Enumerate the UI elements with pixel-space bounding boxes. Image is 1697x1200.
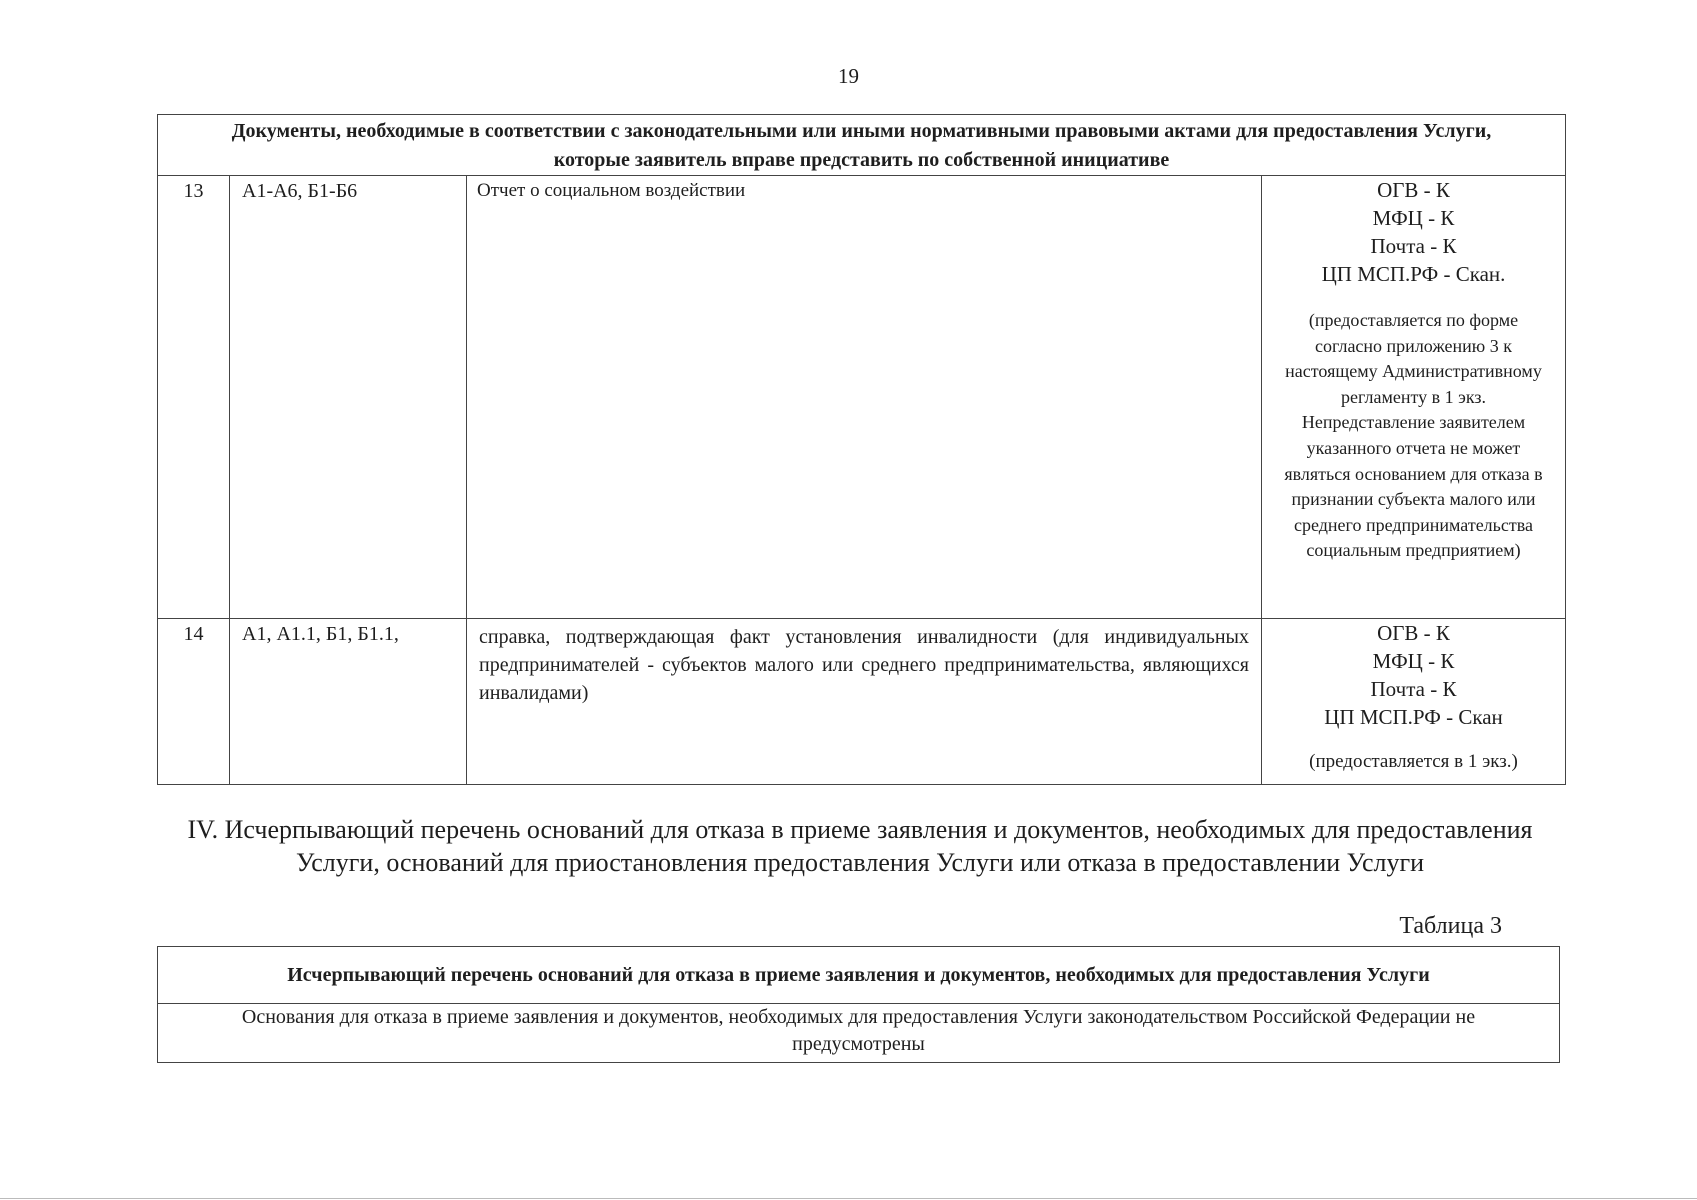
delivery-method: МФЦ - К: [1372, 649, 1455, 673]
table-row: [158, 1004, 1560, 1063]
delivery-methods: [1262, 176, 1566, 619]
delivery-method: ОГВ - К: [1377, 178, 1450, 202]
section-heading: IV. Исчерпывающий перечень оснований для отказа в приеме заявления и документов, необходимых для предоставления Услуги, оснований для приостановления предоставления Услуги или отказа в предоставлении Услуги: [187, 815, 1533, 877]
refusal-grounds-table: [157, 946, 1560, 1063]
documents-table-header: Документы, необходимые в соответствии с законодательными или иными нормативными правовыми актами для предоставления Услуги, которые заявитель вправе представить по собственной инициативе: [158, 115, 1566, 176]
delivery-note: (предоставляется по форме согласно приложению 3 к настоящему Административному регламенту в 1 экз. Непредставление заявителем указанного отчета не может являться основанием для отказа в признании субъекта малого или среднего предпринимательства социальным предприятием): [1284, 310, 1543, 561]
delivery-note: (предоставляется в 1 экз.): [1309, 751, 1518, 772]
table-row: [158, 619, 1566, 785]
delivery-method: Почта - К: [1370, 234, 1457, 258]
table-header-row: [158, 947, 1560, 1004]
delivery-method: ЦП МСП.РФ - Скан.: [1321, 262, 1506, 286]
table-row: [158, 176, 1566, 619]
document-name: Отчет о социальном воздействии: [467, 176, 1262, 619]
delivery-methods: [1262, 619, 1566, 785]
table-header-row: [158, 115, 1566, 176]
delivery-method: МФЦ - К: [1372, 206, 1455, 230]
refusal-grounds-header: Исчерпывающий перечень оснований для отказа в приеме заявления и документов, необходимых для предоставления Услуги: [158, 947, 1560, 1004]
scan-edge-line: [0, 1198, 1697, 1199]
row-number: 13: [158, 176, 230, 619]
page-number: 19: [838, 64, 859, 88]
documents-table: [157, 114, 1566, 785]
table-caption: Таблица 3: [1399, 913, 1502, 939]
applicant-codes: А1, А1.1, Б1, Б1.1,: [230, 619, 467, 785]
delivery-method: Почта - К: [1370, 677, 1457, 701]
document-name: справка, подтверждающая факт установления инвалидности (для индивидуальных предпринимателей - субъектов малого или среднего предпринимательства, являющихся инвалидами): [467, 619, 1262, 785]
delivery-method: ЦП МСП.РФ - Скан: [1324, 705, 1503, 729]
delivery-method: ОГВ - К: [1377, 621, 1450, 645]
refusal-grounds-text: Основания для отказа в приеме заявления и документов, необходимых для предоставления Услуги законодательством Российской Федерации не предусмотрены: [158, 1004, 1560, 1063]
applicant-codes: А1-А6, Б1-Б6: [230, 176, 467, 619]
row-number: 14: [158, 619, 230, 785]
